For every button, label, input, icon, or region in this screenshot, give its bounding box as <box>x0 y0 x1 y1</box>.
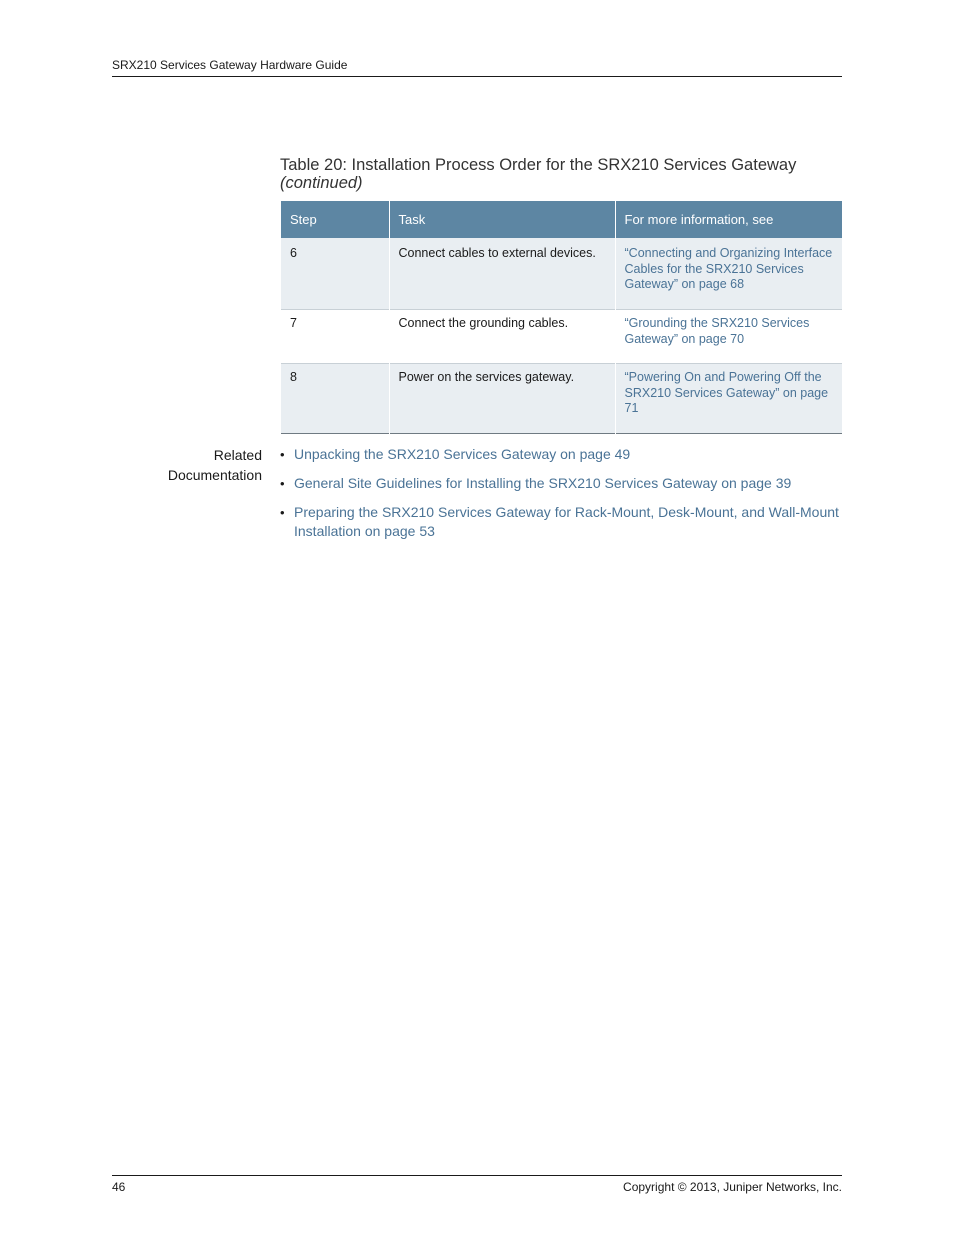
table-row <box>281 238 842 310</box>
step-cell: 7 <box>281 310 389 364</box>
column-header-task: Task <box>389 201 615 238</box>
task-cell: Connect cables to external devices. <box>389 238 615 310</box>
info-link[interactable]: “Connecting and Organizing Interface Cables for the SRX210 Services Gateway” on page 68 <box>624 246 833 291</box>
related-link[interactable]: Preparing the SRX210 Services Gateway for Rack-Mount, Desk-Mount, and Wall-Mount Installation on page 53 <box>294 504 839 539</box>
running-header <box>112 57 842 77</box>
table-row <box>281 310 842 364</box>
bullet-icon: • <box>280 447 285 462</box>
info-link[interactable]: “Powering On and Powering Off the SRX210 Services Gateway” on page 71 <box>624 370 829 415</box>
list-item <box>280 474 845 493</box>
info-cell <box>615 238 842 310</box>
header-title: SRX210 Services Gateway Hardware Guide <box>112 58 348 72</box>
related-label-line1: Related <box>213 447 262 463</box>
info-cell <box>615 310 842 364</box>
bullet-icon: • <box>280 505 285 520</box>
related-link[interactable]: General Site Guidelines for Installing the SRX210 Services Gateway on page 39 <box>294 475 792 491</box>
column-header-more-info: For more information, see <box>615 201 842 238</box>
page-footer <box>112 1175 842 1194</box>
bullet-icon: • <box>280 476 285 491</box>
list-item <box>280 445 845 464</box>
task-cell: Connect the grounding cables. <box>389 310 615 364</box>
copyright: Copyright © 2013, Juniper Networks, Inc. <box>623 1180 842 1194</box>
table-row <box>281 364 842 434</box>
table-header-row <box>281 201 842 238</box>
related-label-line2: Documentation <box>167 467 262 483</box>
related-link[interactable]: Unpacking the SRX210 Services Gateway on page 49 <box>294 446 631 462</box>
info-link[interactable]: “Grounding the SRX210 Services Gateway” on page 70 <box>624 316 810 346</box>
info-cell <box>615 364 842 434</box>
column-header-step: Step <box>281 201 389 238</box>
installation-process-table <box>281 201 842 434</box>
list-item <box>280 503 845 541</box>
table-title-main: Table 20: Installation Process Order for the SRX210 Services Gateway <box>280 156 797 174</box>
table-title-continued: (continued) <box>280 174 363 192</box>
task-cell: Power on the services gateway. <box>389 364 615 434</box>
page-number: 46 <box>112 1180 126 1194</box>
table-title <box>280 156 842 192</box>
related-documentation-list <box>280 445 845 551</box>
step-cell: 6 <box>281 238 389 310</box>
step-cell: 8 <box>281 364 389 434</box>
related-documentation-label <box>112 445 262 485</box>
